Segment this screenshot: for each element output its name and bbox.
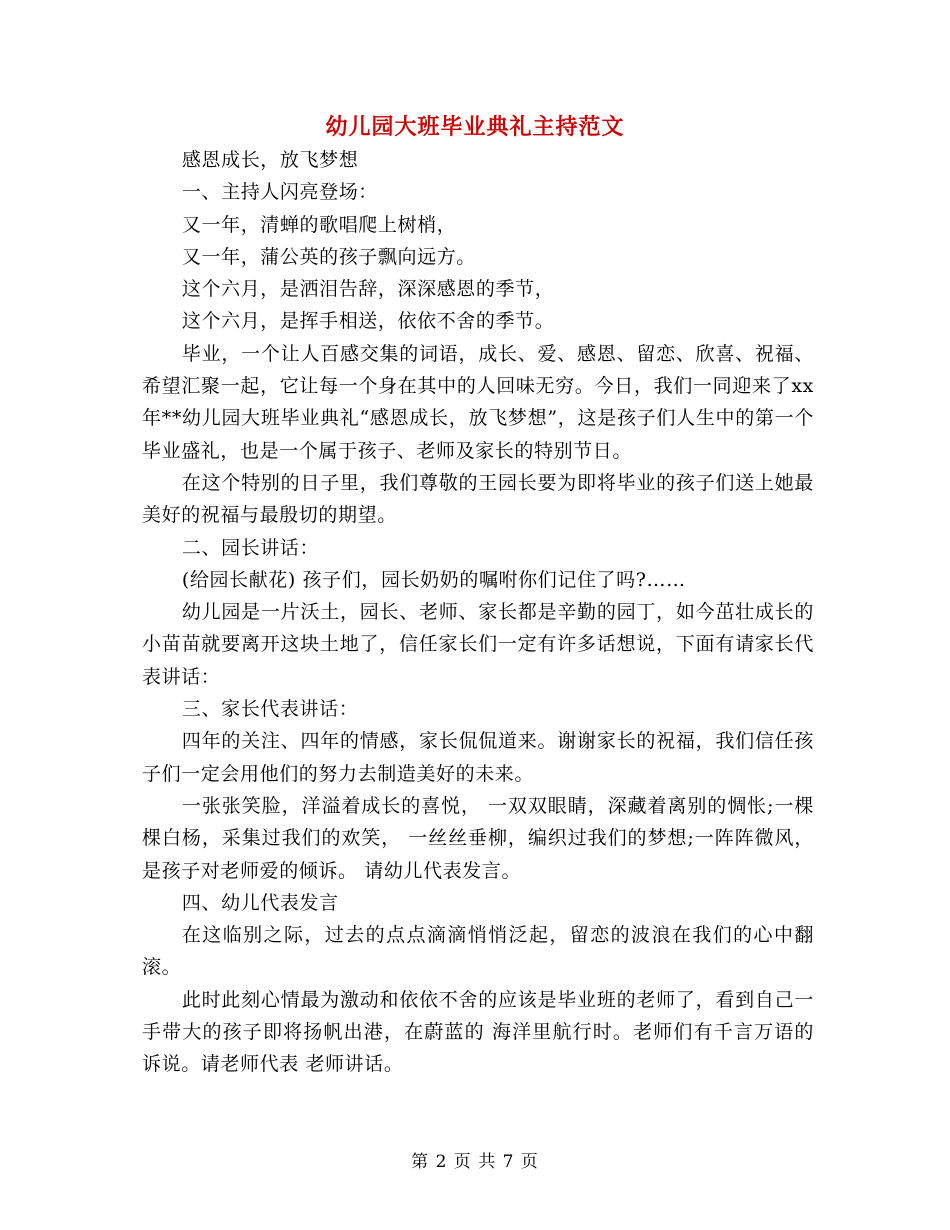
paragraph-3: 又一年，清蝉的歌唱爬上树梢，	[181, 213, 457, 236]
document-body	[142, 144, 814, 1081]
paragraph-10: (给园长献花) 孩子们，园长奶奶的嘱咐你们记住了吗?……	[181, 568, 686, 591]
page-footer: 第 2 页 共 7 页	[411, 1152, 539, 1172]
paragraph-16: 在这临别之际，过去的点点滴滴悄悄泛起，留恋的波浪在我们的心中翻滚。	[142, 924, 814, 979]
paragraph-5: 这个六月，是洒泪告辞，深深感恩的季节，	[181, 278, 555, 301]
paragraph-7: 毕业，一个让人百感交集的词语，成长、爱、感恩、留恋、欣喜、祝福、希望汇聚一起，它让每一个身在其中的人回味无穷。今日，我们一同迎来了xx年**幼儿园大班毕业典礼“感恩成长，放飞梦想”，这是孩子们人生中的第一个毕业盛礼，也是一个属于孩子、老师及家长的特别节日。	[142, 342, 814, 462]
paragraph-6: 这个六月，是挥手相送，依依不舍的季节。	[181, 310, 555, 333]
paragraph-13: 四年的关注、四年的情感，家长侃侃道来。谢谢家长的祝福，我们信任孩子们一定会用他们的努力去制造美好的未来。	[142, 730, 814, 785]
paragraph-12: 三、家长代表讲话：	[181, 698, 359, 721]
paragraph-4: 又一年，蒲公英的孩子飘向远方。	[181, 245, 476, 268]
paragraph-15: 四、幼儿代表发言	[181, 891, 339, 914]
paragraph-11: 幼儿园是一片沃土，园长、老师、家长都是辛勤的园丁，如今茁壮成长的小苗苗就要离开这块土地了，信任家长们一定有许多话想说，下面有请家长代表讲话：	[142, 601, 814, 688]
paragraph-9: 二、园长讲话：	[181, 536, 320, 559]
paragraph-14: 一张张笑脸，洋溢着成长的喜悦， 一双双眼睛，深藏着离别的惆怅;一棵棵白杨，采集过我们的欢笑， 一丝丝垂柳，编织过我们的梦想;一阵阵微风，是孩子对老师爱的倾诉。 请幼儿代表发言。	[142, 794, 814, 882]
paragraph-1: 感恩成长，放飞梦想	[181, 149, 359, 171]
paragraph-8: 在这个特别的日子里，我们尊敬的王园长要为即将毕业的孩子们送上她最美好的祝福与最殷切的期望。	[142, 471, 814, 527]
document-title: 幼儿园大班毕业典礼主持范文	[325, 114, 625, 140]
paragraph-2: 一、主持人闪亮登场：	[181, 181, 378, 204]
paragraph-17: 此时此刻心情最为激动和依依不舍的应该是毕业班的老师了，看到自己一手带大的孩子即将扬帆出港，在蔚蓝的 海洋里航行时。老师们有千言万语的诉说。请老师代表 老师讲话。	[142, 988, 814, 1076]
